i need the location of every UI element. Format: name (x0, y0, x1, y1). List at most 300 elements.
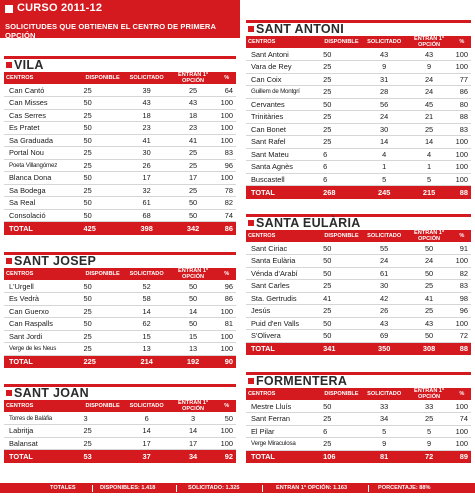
table-header-row (246, 36, 471, 48)
total-cell: 81 (363, 450, 406, 463)
table-cell: 61 (363, 267, 406, 280)
sant-joan-block (4, 384, 236, 463)
column-header: ENTRAN 1ª OPCIÓN (169, 268, 218, 280)
table-cell: 83 (453, 123, 471, 136)
totals-footer (0, 483, 475, 493)
table-row (4, 172, 236, 185)
results-table (246, 230, 471, 355)
footer-separator (368, 485, 369, 492)
table-cell: 64 (217, 84, 236, 97)
table-cell: Sant Ciriac (246, 242, 320, 255)
table-cell: Trinitàries (246, 111, 320, 124)
footer-totals: TOTALES (50, 485, 76, 491)
table-cell: 26 (125, 159, 169, 172)
total-cell: 34 (169, 450, 218, 463)
table-cell: 96 (217, 159, 236, 172)
table-cell: 25 (320, 136, 363, 149)
table-cell: Es Pratet (4, 122, 81, 135)
table-cell: 41 (406, 292, 453, 305)
column-header: ENTRAN 1ª OPCIÓN (406, 388, 453, 400)
table-cell: 4 (363, 148, 406, 161)
column-header: % (217, 268, 236, 280)
table-cell: 96 (217, 280, 236, 293)
total-cell: 225 (81, 355, 125, 368)
table-cell: 25 (320, 413, 363, 426)
table-cell: 68 (125, 209, 169, 222)
table-cell: 100 (453, 136, 471, 149)
table-cell: 82 (453, 267, 471, 280)
total-cell: 72 (406, 450, 453, 463)
total-cell: 192 (169, 355, 218, 368)
column-header: CENTROS (4, 268, 81, 280)
column-header: % (217, 400, 236, 412)
table-cell: Can Coix (246, 73, 320, 86)
table-cell: 50 (320, 330, 363, 343)
table-cell: 43 (406, 317, 453, 330)
column-header: SOLICITADO (125, 400, 169, 412)
results-table (4, 400, 236, 463)
table-cell: 98 (453, 292, 471, 305)
table-cell: 24 (363, 111, 406, 124)
section-square-icon (6, 62, 12, 68)
table-cell: Consolació (4, 209, 81, 222)
table-cell: 4 (406, 148, 453, 161)
table-row (246, 292, 471, 305)
table-cell: 3 (81, 412, 125, 425)
table-cell: 50 (320, 48, 363, 61)
table-cell: 23 (125, 122, 169, 135)
table-cell: Portal Nou (4, 147, 81, 160)
total-cell: 398 (125, 222, 169, 235)
table-cell: 100 (453, 61, 471, 74)
table-cell: 25 (81, 184, 125, 197)
table-cell: Santa Agnès (246, 161, 320, 174)
footer-disponibles: DISPONIBLES: 1.418 (100, 485, 156, 491)
table-cell: 25 (320, 61, 363, 74)
table-cell: 58 (125, 293, 169, 306)
table-cell: Blanca Dona (4, 172, 81, 185)
total-row (4, 222, 236, 235)
table-cell: 100 (217, 97, 236, 110)
table-cell: 24 (406, 73, 453, 86)
table-cell: 18 (169, 109, 218, 122)
table-cell: Sa Graduada (4, 134, 81, 147)
table-row (4, 305, 236, 318)
table-row (4, 97, 236, 110)
table-cell: 25 (169, 147, 218, 160)
total-cell: 341 (320, 342, 363, 355)
table-cell: 33 (363, 400, 406, 413)
column-header: ENTRAN 1ª OPCIÓN (169, 400, 218, 412)
column-header: SOLICITADO (125, 72, 169, 84)
table-cell: 1 (363, 161, 406, 174)
table-cell: Vara de Rey (246, 61, 320, 74)
table-cell: 82 (217, 197, 236, 210)
table-row (4, 330, 236, 343)
table-cell: 26 (363, 305, 406, 318)
table-cell: Verge Miraculosa (246, 438, 320, 451)
table-row (4, 293, 236, 306)
table-cell: 25 (320, 73, 363, 86)
table-header-row (4, 72, 236, 84)
table-cell: 72 (453, 330, 471, 343)
section-title-text: FORMENTERA (256, 374, 348, 388)
column-header: CENTROS (246, 388, 320, 400)
table-cell: Can Bonet (246, 123, 320, 136)
total-cell: TOTAL (246, 450, 320, 463)
table-cell: 50 (320, 400, 363, 413)
table-row (246, 330, 471, 343)
table-cell: 25 (81, 84, 125, 97)
table-cell: 5 (363, 425, 406, 438)
table-cell: Sant Rafel (246, 136, 320, 149)
table-cell: 100 (217, 437, 236, 450)
page-title: CURSO 2011-12 (17, 2, 103, 14)
results-table (246, 388, 471, 463)
section-square-icon (6, 390, 12, 396)
table-row (246, 317, 471, 330)
table-row (246, 438, 471, 451)
table-cell: 83 (217, 147, 236, 160)
page-subtitle: SOLICITUDES QUE OBTIENEN EL CENTRO DE PRIMERA OPCIÓN (5, 22, 216, 40)
table-cell: Sant Carles (246, 280, 320, 293)
sant-antoni-block (246, 20, 471, 199)
table-cell: 17 (125, 172, 169, 185)
table-cell: 100 (217, 109, 236, 122)
table-cell: Es Vedrà (4, 293, 81, 306)
table-cell: Balansat (4, 437, 81, 450)
table-cell: 25 (169, 159, 218, 172)
table-cell: 14 (169, 305, 218, 318)
total-cell: 215 (406, 186, 453, 199)
section-square-icon (6, 258, 12, 264)
table-row (4, 425, 236, 438)
column-header: ENTRAN 1ª OPCIÓN (406, 230, 453, 242)
footer-porcentaje: PORCENTAJE: 88% (378, 485, 431, 491)
total-cell: TOTAL (4, 222, 81, 235)
table-row (4, 122, 236, 135)
table-cell: 50 (406, 267, 453, 280)
table-cell: 23 (169, 122, 218, 135)
total-cell: TOTAL (246, 342, 320, 355)
table-row (246, 111, 471, 124)
table-cell: 50 (81, 134, 125, 147)
section-title (246, 372, 471, 388)
table-cell: 24 (406, 86, 453, 99)
table-cell: 6 (125, 412, 169, 425)
table-cell: 25 (320, 123, 363, 136)
total-cell: TOTAL (4, 450, 81, 463)
table-cell: 21 (406, 111, 453, 124)
table-cell: 6 (320, 425, 363, 438)
table-cell: 50 (81, 197, 125, 210)
table-cell: 25 (320, 86, 363, 99)
table-cell: Vénda d'Arabí (246, 267, 320, 280)
table-cell: 25 (81, 437, 125, 450)
table-cell: Sant Antoni (246, 48, 320, 61)
table-row (4, 437, 236, 450)
table-cell: 25 (406, 305, 453, 318)
table-cell: 17 (125, 437, 169, 450)
table-cell: 42 (363, 292, 406, 305)
total-row (4, 355, 236, 368)
table-cell: 25 (406, 413, 453, 426)
footer-separator (262, 485, 263, 492)
footer-separator (92, 485, 93, 492)
table-cell: 30 (363, 280, 406, 293)
table-cell: Santa Eulària (246, 255, 320, 268)
column-header: SOLICITADO (125, 268, 169, 280)
table-cell: 43 (363, 48, 406, 61)
table-cell: 25 (320, 111, 363, 124)
table-cell: 5 (406, 425, 453, 438)
table-cell: 14 (169, 425, 218, 438)
table-row (4, 197, 236, 210)
total-cell: 425 (81, 222, 125, 235)
table-row (4, 343, 236, 356)
table-cell: Torres de Balàfia (4, 412, 81, 425)
table-cell: 91 (453, 242, 471, 255)
table-row (246, 255, 471, 268)
table-cell: 50 (406, 242, 453, 255)
table-cell: Sant Mateu (246, 148, 320, 161)
total-cell: 88 (453, 342, 471, 355)
table-cell: Can Guerxo (4, 305, 81, 318)
table-cell: 6 (320, 161, 363, 174)
table-cell: 100 (453, 438, 471, 451)
total-row (246, 342, 471, 355)
column-header: SOLICITADO (363, 36, 406, 48)
table-cell: 5 (363, 173, 406, 186)
table-cell: Sa Bodega (4, 184, 81, 197)
table-cell: 96 (453, 305, 471, 318)
table-cell: 100 (453, 317, 471, 330)
footer-separator (176, 485, 177, 492)
column-header: DISPONIBLE (81, 72, 125, 84)
table-row (4, 109, 236, 122)
table-cell: 25 (81, 330, 125, 343)
table-row (4, 280, 236, 293)
table-cell: 41 (125, 134, 169, 147)
table-cell: 15 (125, 330, 169, 343)
table-cell: 100 (453, 173, 471, 186)
column-header: DISPONIBLE (320, 388, 363, 400)
table-cell: 50 (169, 293, 218, 306)
table-cell: 1 (406, 161, 453, 174)
table-cell: 83 (453, 280, 471, 293)
table-cell: 39 (125, 84, 169, 97)
table-cell: 25 (406, 280, 453, 293)
table-cell: Puid d'en Valls (246, 317, 320, 330)
table-cell: 14 (363, 136, 406, 149)
santa-eularia-block (246, 214, 471, 355)
section-title (246, 20, 471, 36)
column-header: ENTRAN 1ª OPCIÓN (169, 72, 218, 84)
table-cell: 88 (453, 111, 471, 124)
table-cell: 78 (217, 184, 236, 197)
table-cell: 41 (169, 134, 218, 147)
table-cell: 50 (320, 317, 363, 330)
table-cell: 25 (320, 305, 363, 318)
section-square-icon (248, 26, 254, 32)
table-row (4, 159, 236, 172)
table-cell: Mestre Lluís (246, 400, 320, 413)
table-cell: 86 (453, 86, 471, 99)
table-cell: 50 (81, 172, 125, 185)
table-cell: 30 (363, 123, 406, 136)
table-row (4, 184, 236, 197)
table-cell: 24 (406, 255, 453, 268)
table-row (4, 84, 236, 97)
table-cell: 25 (169, 84, 218, 97)
table-cell: Guillem de Montgrí (246, 86, 320, 99)
total-cell: TOTAL (246, 186, 320, 199)
table-cell: 100 (217, 425, 236, 438)
table-row (246, 86, 471, 99)
table-row (246, 280, 471, 293)
table-cell: 14 (125, 305, 169, 318)
table-cell: Can Raspalls (4, 318, 81, 331)
section-title (4, 56, 236, 72)
table-cell: 43 (406, 48, 453, 61)
section-square-icon (248, 378, 254, 384)
table-cell: 25 (81, 159, 125, 172)
table-cell: 100 (453, 161, 471, 174)
table-cell: 50 (320, 98, 363, 111)
total-cell: TOTAL (4, 355, 81, 368)
table-cell: 25 (406, 123, 453, 136)
table-cell: 9 (363, 61, 406, 74)
table-cell: 50 (169, 209, 218, 222)
table-cell: 14 (125, 425, 169, 438)
column-header: DISPONIBLE (81, 268, 125, 280)
table-cell: 50 (320, 255, 363, 268)
table-row (246, 148, 471, 161)
table-row (246, 425, 471, 438)
table-cell: 69 (363, 330, 406, 343)
total-cell: 245 (363, 186, 406, 199)
table-cell: 56 (363, 98, 406, 111)
table-row (246, 173, 471, 186)
table-cell: L'Urgell (4, 280, 81, 293)
table-cell: 13 (169, 343, 218, 356)
table-row (246, 48, 471, 61)
table-cell: 100 (453, 48, 471, 61)
table-row (246, 98, 471, 111)
table-cell: Cervantes (246, 98, 320, 111)
section-title-text: SANT JOAN (14, 386, 89, 400)
table-row (4, 134, 236, 147)
table-cell: 50 (320, 267, 363, 280)
table-row (246, 413, 471, 426)
table-cell: El Pilar (246, 425, 320, 438)
table-cell: 25 (81, 425, 125, 438)
table-cell: 86 (217, 293, 236, 306)
table-cell: 25 (169, 184, 218, 197)
table-row (246, 305, 471, 318)
column-header: % (453, 230, 471, 242)
table-cell: 50 (169, 197, 218, 210)
column-header: SOLICITADO (363, 230, 406, 242)
section-title (246, 214, 471, 230)
table-cell: 43 (169, 97, 218, 110)
results-table (4, 72, 236, 235)
column-header: DISPONIBLE (81, 400, 125, 412)
footer-solicitado: SOLICITADO: 1.325 (188, 485, 240, 491)
table-cell: Verge de les Neus (4, 343, 81, 356)
total-row (246, 186, 471, 199)
table-cell: 30 (125, 147, 169, 160)
table-cell: 18 (125, 109, 169, 122)
table-cell: 24 (363, 255, 406, 268)
page-header (0, 0, 240, 38)
total-cell: 106 (320, 450, 363, 463)
table-cell: 100 (217, 172, 236, 185)
results-table (246, 36, 471, 199)
table-row (246, 161, 471, 174)
table-cell: Jesús (246, 305, 320, 318)
table-cell: Buscastell (246, 173, 320, 186)
table-cell: 61 (125, 197, 169, 210)
table-cell: 100 (217, 343, 236, 356)
table-cell: 50 (81, 280, 125, 293)
table-row (246, 400, 471, 413)
table-cell: 50 (81, 209, 125, 222)
total-cell: 37 (125, 450, 169, 463)
table-cell: 43 (125, 97, 169, 110)
table-cell: 100 (453, 400, 471, 413)
table-cell: 17 (169, 437, 218, 450)
table-cell: Poeta Villangómez (4, 159, 81, 172)
table-cell: 25 (81, 343, 125, 356)
table-cell: 50 (81, 122, 125, 135)
table-cell: 74 (217, 209, 236, 222)
column-header: CENTROS (4, 400, 81, 412)
table-header-row (4, 268, 236, 280)
table-row (246, 242, 471, 255)
table-cell: 43 (363, 317, 406, 330)
table-cell: 50 (169, 280, 218, 293)
total-cell: 350 (363, 342, 406, 355)
table-cell: 25 (81, 305, 125, 318)
column-header: % (453, 388, 471, 400)
table-cell: 50 (81, 293, 125, 306)
total-cell: 89 (453, 450, 471, 463)
section-title-text: SANT JOSEP (14, 254, 97, 268)
table-cell: 41 (320, 292, 363, 305)
table-row (246, 73, 471, 86)
total-cell: 308 (406, 342, 453, 355)
table-cell: 15 (169, 330, 218, 343)
table-header-row (246, 388, 471, 400)
results-table (4, 268, 236, 368)
total-cell: 86 (217, 222, 236, 235)
table-cell: 13 (125, 343, 169, 356)
total-cell: 90 (217, 355, 236, 368)
table-cell: 74 (453, 413, 471, 426)
table-cell: 14 (406, 136, 453, 149)
table-cell: 25 (320, 438, 363, 451)
table-cell: 25 (81, 147, 125, 160)
section-title-text: VILA (14, 58, 44, 72)
table-row (246, 61, 471, 74)
total-cell: 342 (169, 222, 218, 235)
table-row (4, 318, 236, 331)
table-cell: 6 (320, 173, 363, 186)
header-square-icon (5, 5, 13, 13)
total-cell: 92 (217, 450, 236, 463)
table-cell: Cas Serres (4, 109, 81, 122)
